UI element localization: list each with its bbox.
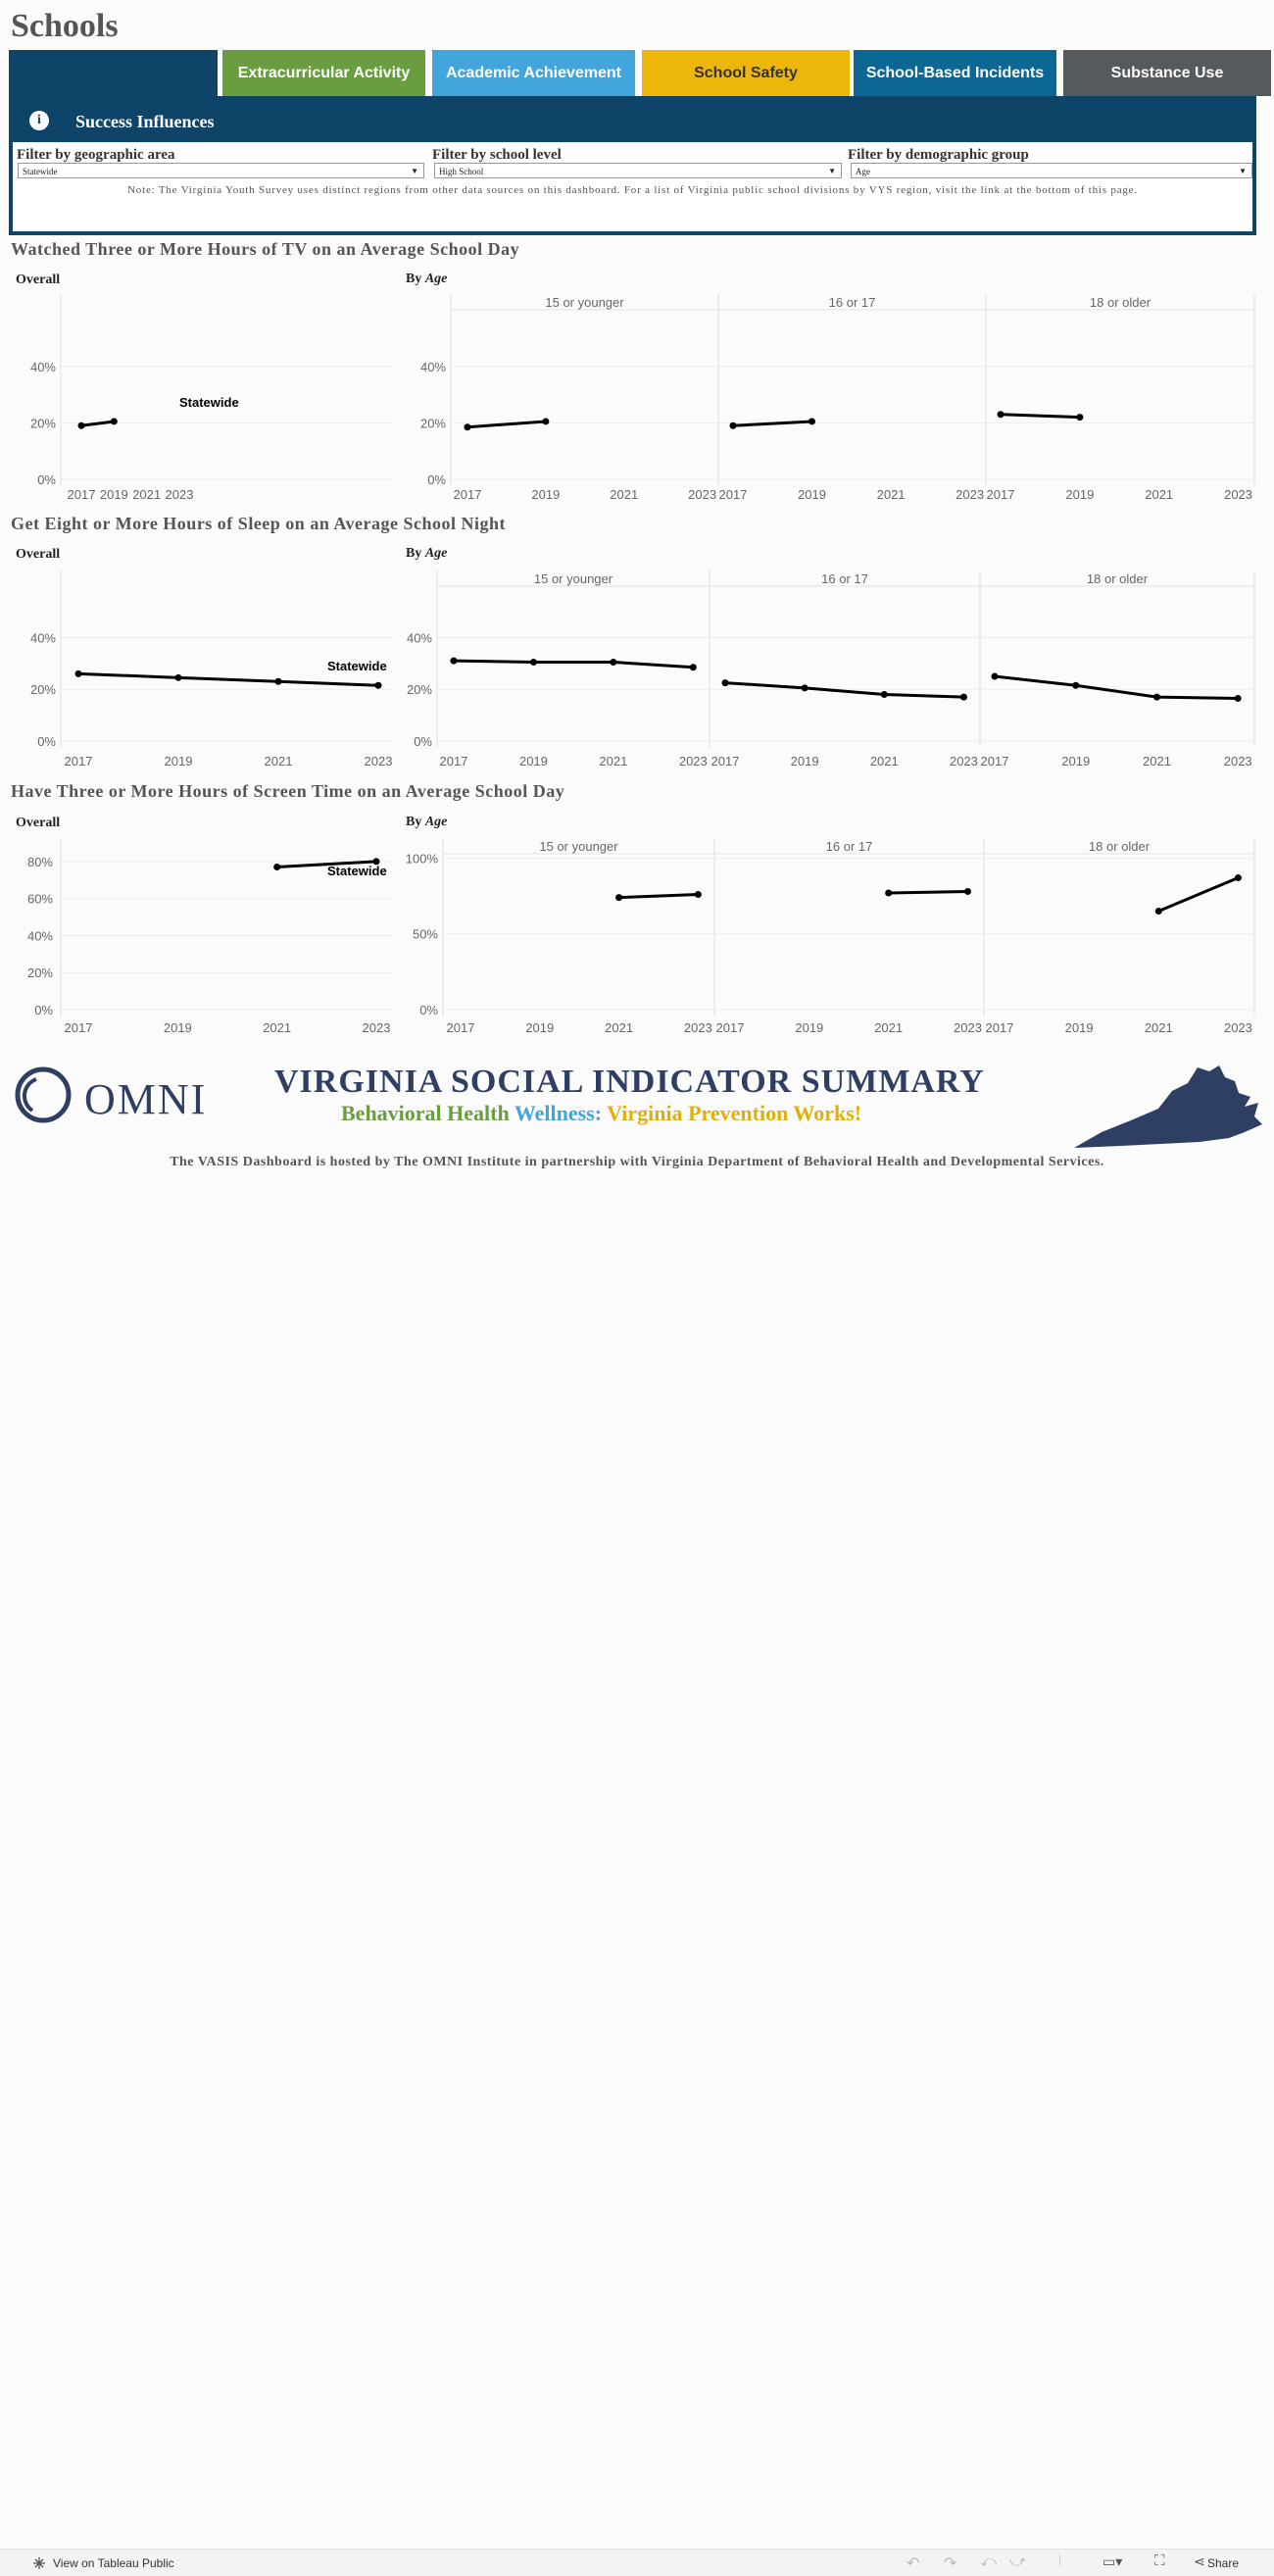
facet-header: 16 or 17 <box>821 571 868 586</box>
series-line <box>725 683 963 698</box>
y-tick-label: 0% <box>414 734 432 749</box>
share-icon[interactable]: ⋖ <box>1194 2553 1205 2569</box>
series-line <box>733 421 812 425</box>
data-point <box>1235 874 1242 881</box>
data-point <box>998 411 1004 418</box>
tableau-icon <box>33 2557 45 2569</box>
tab-substance-use[interactable]: Substance Use <box>1063 50 1271 96</box>
share-button[interactable]: Share <box>1207 2556 1240 2570</box>
x-tick-label: 2021 <box>869 754 899 768</box>
data-point <box>722 679 729 686</box>
footer-title: VIRGINIA SOCIAL INDICATOR SUMMARY <box>274 1064 985 1100</box>
tab-academic-achievement[interactable]: Academic Achievement <box>432 50 635 96</box>
y-tick-label: 100% <box>405 851 438 867</box>
data-point <box>695 891 702 898</box>
x-tick-label: 2017 <box>985 1020 1014 1035</box>
omni-logo-text: OMNI <box>84 1075 208 1123</box>
tagline-part: Virginia Prevention Works! <box>607 1101 862 1125</box>
facet-header: 16 or 17 <box>825 839 873 854</box>
overall-label: Overall <box>16 272 61 287</box>
series-line <box>1001 415 1080 418</box>
fullscreen-icon[interactable]: ⛶ <box>1154 2552 1165 2569</box>
y-tick-label: 50% <box>412 926 438 942</box>
data-point <box>75 670 82 677</box>
x-tick-label: 2023 <box>364 754 393 768</box>
data-point <box>465 423 471 430</box>
demographic-filter-label: Filter by demographic group <box>848 147 1029 163</box>
x-tick-label: 2023 <box>1223 754 1252 768</box>
data-point <box>802 684 808 691</box>
data-point <box>175 674 182 681</box>
series-label: Statewide <box>327 864 387 878</box>
y-tick-label: 40% <box>29 359 56 374</box>
x-tick-label: 2019 <box>790 754 819 768</box>
tagline-part: Wellness: <box>514 1101 603 1125</box>
undo-icon[interactable]: ↶ <box>906 2555 920 2572</box>
virginia-map-icon <box>1072 1064 1264 1150</box>
school-level-filter-label: Filter by school level <box>432 147 562 163</box>
facet-header: 18 or older <box>1088 839 1151 854</box>
page-title: Schools <box>11 8 119 44</box>
omni-logo-icon <box>15 1064 74 1126</box>
section-title-sleep: Get Eight or More Hours of Sleep on an Average School Night <box>11 514 506 533</box>
redo-icon[interactable]: ↷ <box>944 2555 957 2572</box>
data-point <box>992 673 999 680</box>
x-tick-label: 2019 <box>1065 487 1095 502</box>
x-tick-label: 2017 <box>439 754 468 768</box>
x-tick-label: 2021 <box>605 1020 634 1035</box>
x-tick-label: 2017 <box>718 487 748 502</box>
y-tick-label: 40% <box>406 630 432 646</box>
x-tick-label: 2017 <box>67 487 96 502</box>
by-age-label: By Age <box>406 546 448 561</box>
x-tick-label: 2023 <box>688 487 717 502</box>
y-tick-label: 0% <box>34 1003 53 1017</box>
y-tick-label: 20% <box>406 682 432 698</box>
x-tick-label: 2019 <box>99 487 128 502</box>
panel-title: Success Influences <box>75 112 215 131</box>
x-tick-label: 2019 <box>798 487 827 502</box>
data-point <box>1076 414 1083 421</box>
data-point <box>111 418 118 424</box>
data-point <box>881 691 888 698</box>
x-tick-label: 2017 <box>980 754 1009 768</box>
series-line <box>889 891 968 893</box>
y-tick-label: 20% <box>29 416 56 431</box>
series-label: Statewide <box>179 395 239 410</box>
y-tick-label: 40% <box>26 928 53 944</box>
x-tick-label: 2021 <box>1143 754 1171 768</box>
charts-canvas <box>0 0 1274 1049</box>
tab-school-safety[interactable]: School Safety <box>642 50 850 96</box>
x-tick-label: 2023 <box>1223 1020 1252 1035</box>
x-tick-label: 2023 <box>949 754 978 768</box>
data-point <box>542 418 549 424</box>
data-point <box>451 658 458 665</box>
tab-school-based-incidents[interactable]: School-Based Incidents <box>854 50 1056 96</box>
y-tick-label: 40% <box>29 630 56 646</box>
y-tick-label: 20% <box>29 682 56 698</box>
view-on-tableau-link[interactable]: View on Tableau Public <box>53 2556 174 2570</box>
x-tick-label: 2019 <box>1061 754 1091 768</box>
facet-header: 16 or 17 <box>828 295 876 310</box>
x-tick-label: 2019 <box>531 487 561 502</box>
tab-extracurricular-activity[interactable]: Extracurricular Activity <box>222 50 425 96</box>
x-tick-label: 2021 <box>1145 487 1174 502</box>
series-line <box>995 676 1238 698</box>
x-tick-label: 2017 <box>64 754 93 768</box>
data-point <box>690 664 697 670</box>
series-line <box>81 421 114 425</box>
chevron-down-icon: ▼ <box>411 167 418 175</box>
data-point <box>885 890 892 897</box>
series-line <box>619 895 699 898</box>
section-title-tv: Watched Three or More Hours of TV on an Average School Day <box>11 239 520 259</box>
y-tick-label: 0% <box>37 734 56 749</box>
x-tick-label: 2017 <box>715 1020 745 1035</box>
x-tick-label: 2023 <box>165 487 194 502</box>
y-tick-label: 0% <box>419 1003 438 1017</box>
series-label: Statewide <box>327 659 387 673</box>
present-icon[interactable]: ▭▾ <box>1102 2553 1123 2569</box>
data-point <box>1235 695 1242 702</box>
data-point <box>1153 694 1160 701</box>
data-point <box>273 864 280 870</box>
x-tick-label: 2017 <box>986 487 1015 502</box>
x-tick-label: 2017 <box>710 754 740 768</box>
facet-header: 18 or older <box>1086 571 1149 586</box>
x-tick-label: 2017 <box>446 1020 475 1035</box>
section-title-screen: Have Three or More Hours of Screen Time on an Average School Day <box>11 781 565 801</box>
facet-header: 18 or older <box>1089 295 1152 310</box>
school-level-filter-value: High School <box>439 167 484 176</box>
series-line <box>1158 878 1238 912</box>
series-line <box>467 421 546 427</box>
x-tick-label: 2021 <box>1144 1020 1173 1035</box>
x-tick-label: 2019 <box>795 1020 824 1035</box>
overall-label: Overall <box>16 547 61 562</box>
x-tick-label: 2019 <box>164 754 193 768</box>
data-point <box>808 418 815 424</box>
x-tick-label: 2023 <box>678 754 708 768</box>
y-tick-label: 0% <box>37 472 56 487</box>
x-tick-label: 2021 <box>263 1020 292 1035</box>
by-age-label: By Age <box>406 272 448 286</box>
x-tick-label: 2019 <box>518 754 548 768</box>
y-tick-label: 60% <box>26 891 53 907</box>
data-point <box>530 659 537 666</box>
x-tick-label: 2019 <box>525 1020 555 1035</box>
data-point <box>1072 682 1079 689</box>
x-tick-label: 2023 <box>956 487 985 502</box>
x-tick-label: 2021 <box>874 1020 904 1035</box>
data-point <box>375 682 382 689</box>
series-line <box>78 673 378 685</box>
data-point <box>1155 908 1162 915</box>
hosted-by-text: The VASIS Dashboard is hosted by The OMNI Institute in partnership with Virginia Department of Behavioral Health and Developmental Services. <box>170 1155 1104 1169</box>
chevron-down-icon: ▼ <box>828 167 836 175</box>
data-point <box>960 694 967 701</box>
demographic-filter-value: Age <box>856 167 870 176</box>
facet-header: 15 or younger <box>545 295 624 310</box>
y-tick-label: 40% <box>419 359 446 374</box>
x-tick-label: 2023 <box>683 1020 712 1035</box>
info-icon[interactable]: i <box>29 111 49 130</box>
data-point <box>275 678 282 685</box>
chevron-down-icon: ▼ <box>1239 167 1247 175</box>
facet-header: 15 or younger <box>533 571 613 586</box>
revert-icon[interactable]: ⤺ <box>980 2553 998 2570</box>
y-tick-label: 20% <box>419 416 446 431</box>
x-tick-label: 2017 <box>64 1020 93 1035</box>
data-point <box>610 659 616 666</box>
x-tick-label: 2019 <box>163 1020 192 1035</box>
data-point <box>615 894 622 901</box>
footer-tagline <box>341 1101 861 1126</box>
series-line <box>454 661 693 668</box>
toolbar-divider: | <box>1058 2552 1062 2566</box>
x-tick-label: 2023 <box>1224 487 1253 502</box>
geographic-filter-label: Filter by geographic area <box>17 147 175 163</box>
x-tick-label: 2021 <box>876 487 906 502</box>
y-tick-label: 0% <box>427 472 446 487</box>
x-tick-label: 2021 <box>599 754 628 768</box>
geographic-filter-value: Statewide <box>23 167 58 176</box>
overall-label: Overall <box>16 816 61 830</box>
x-tick-label: 2021 <box>132 487 162 502</box>
x-tick-label: 2017 <box>453 487 482 502</box>
region-note: Note: The Virginia Youth Survey uses distinct regions from other data sources on this dashboard. For a list of Virginia public school divisions by VYS region, visit the link at the bottom of this page. <box>127 184 1138 196</box>
refresh-icon[interactable]: ⤻ <box>1009 2553 1027 2570</box>
by-age-label: By Age <box>406 815 448 829</box>
y-tick-label: 80% <box>26 854 53 869</box>
x-tick-label: 2023 <box>362 1020 391 1035</box>
y-tick-label: 20% <box>26 966 53 981</box>
data-point <box>78 422 85 429</box>
x-tick-label: 2021 <box>610 487 639 502</box>
facet-header: 15 or younger <box>539 839 618 854</box>
x-tick-label: 2023 <box>954 1020 982 1035</box>
x-tick-label: 2019 <box>1064 1020 1094 1035</box>
data-point <box>730 422 737 429</box>
data-point <box>964 888 971 895</box>
tagline-part: Behavioral Health <box>341 1101 510 1125</box>
x-tick-label: 2021 <box>264 754 293 768</box>
tableau-toolbar <box>0 2549 1274 2576</box>
